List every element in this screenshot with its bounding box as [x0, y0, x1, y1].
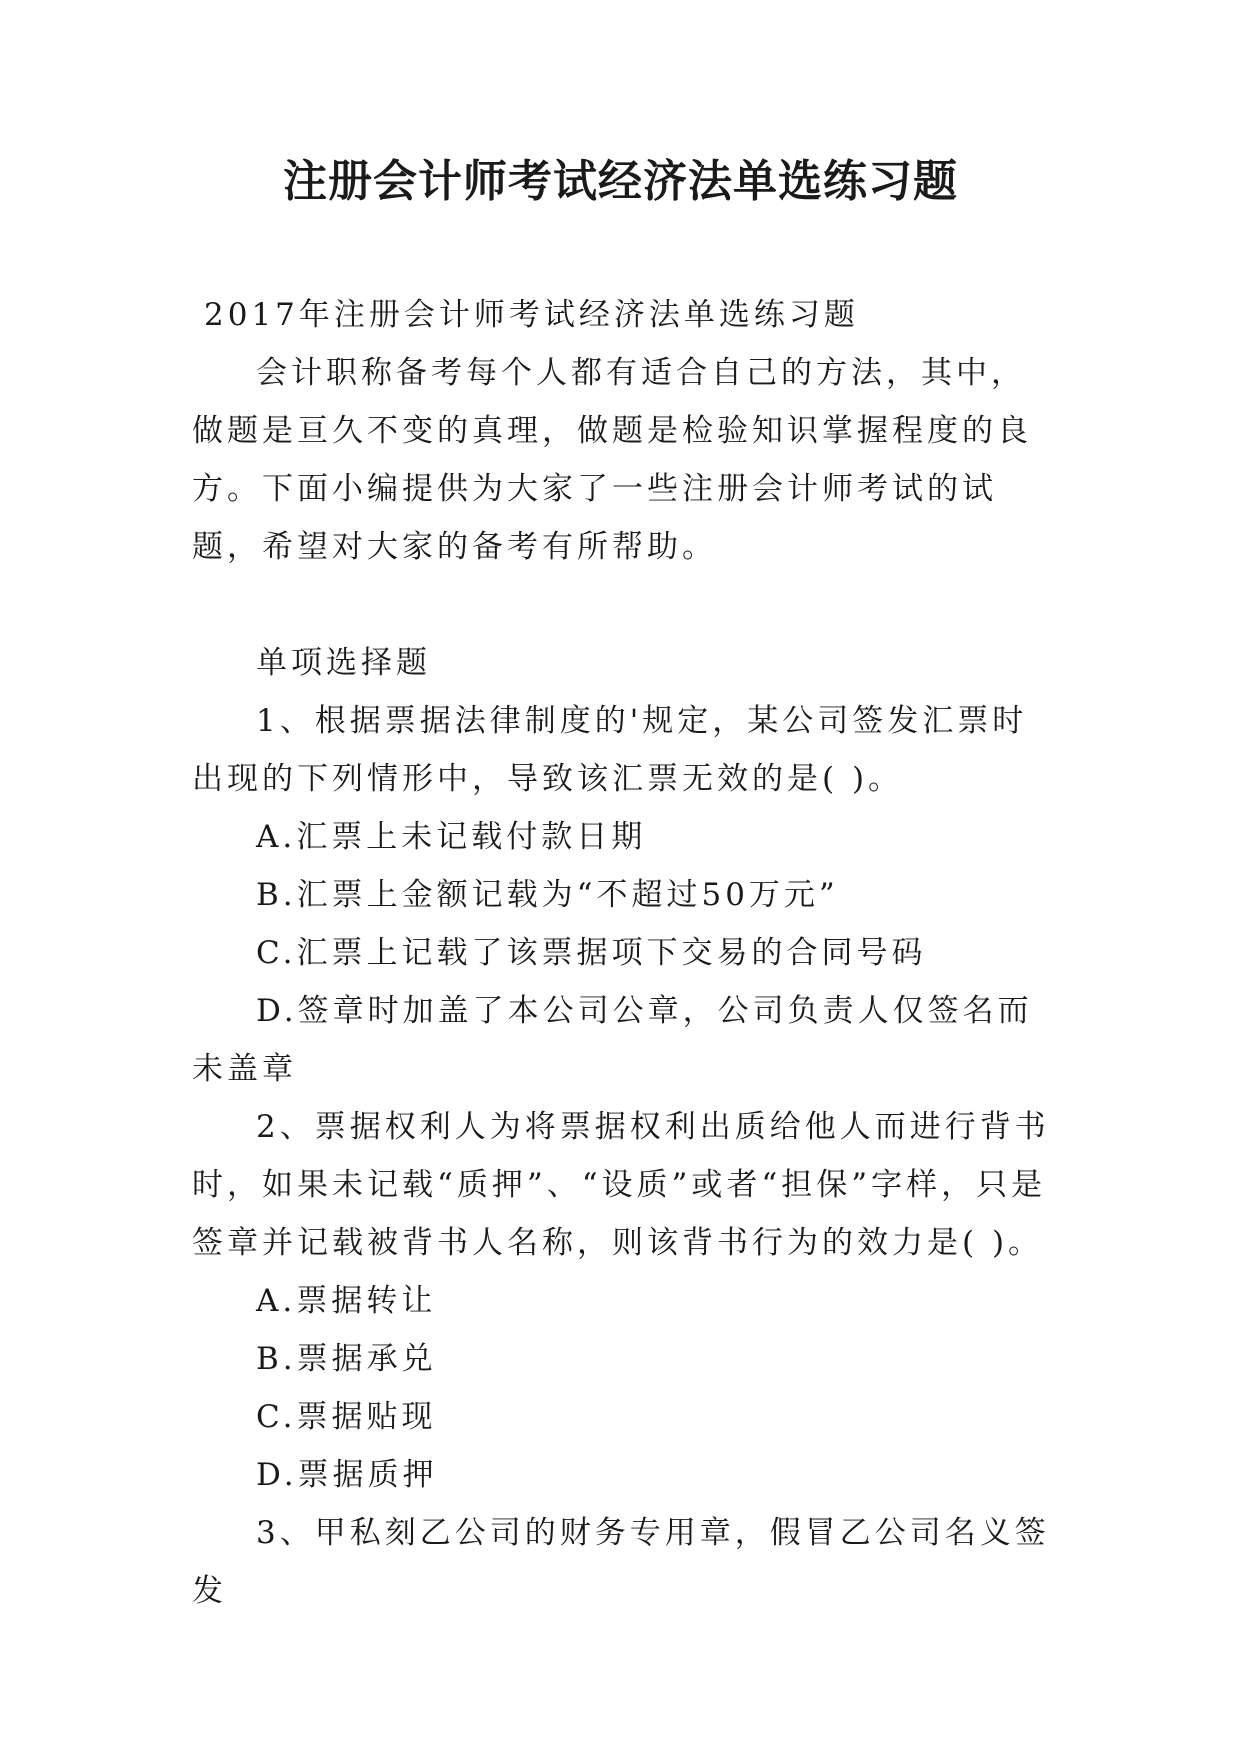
intro-paragraph: 会计职称备考每个人都有适合自己的方法，其中，做题是亘久不变的真理，做题是检验知识掌握程度的良方。下面小编提供为大家了一些注册会计师考试的试题，希望对大家的备考有所帮助。 — [192, 355, 1032, 565]
document-subtitle: 2017年注册会计师考试经济法单选练习题 — [204, 297, 859, 333]
question-2-option-d: D.票据质押 — [256, 1457, 438, 1493]
document-title: 注册会计师考试经济法单选练习题 — [283, 156, 958, 207]
question-2-stem: 2、票据权利人为将票据权利出质给他人而进行背书时，如果未记载“质押”、“设质”或者“担保”字样，只是签章并记载被背书人名称，则该背书行为的效力是( )。 — [192, 1109, 1050, 1261]
question-1-option-d: D.签章时加盖了本公司公章，公司负责人仅签名而未盖章 — [192, 993, 1033, 1087]
section-heading: 单项选择题 — [256, 645, 431, 681]
question-2-option-b: B.票据承兑 — [256, 1341, 437, 1377]
paragraph-spacer — [192, 576, 1058, 634]
document-body — [192, 286, 1058, 1620]
question-1-option-b: B.汇票上金额记载为“不超过50万元” — [256, 877, 839, 913]
question-1-stem: 1、根据票据法律制度的'规定，某公司签发汇票时出现的下列情形中，导致该汇票无效的是( )。 — [192, 703, 1028, 797]
question-3-stem: 3、甲私刻乙公司的财务专用章，假冒乙公司名义签发 — [192, 1515, 1050, 1609]
question-2-option-c: C.票据贴现 — [256, 1399, 437, 1435]
question-1-option-a: A.汇票上未记载付款日期 — [256, 819, 647, 855]
question-1-option-c: C.汇票上记载了该票据项下交易的合同号码 — [256, 935, 927, 971]
question-2-option-a: A.票据转让 — [256, 1283, 437, 1319]
